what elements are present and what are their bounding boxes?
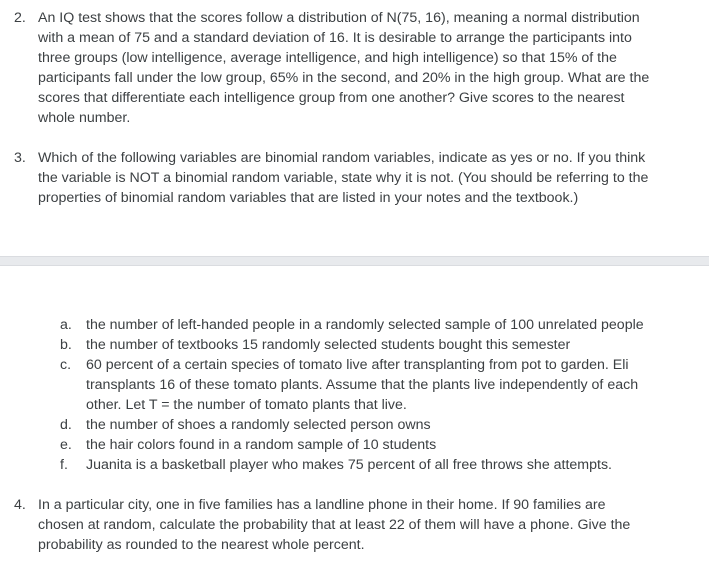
text-line: 60 percent of a certain species of tomato live after transplanting from pot to garden. Eli (86, 357, 629, 373)
question-number: 2. (14, 10, 26, 26)
list-label: c. (60, 357, 72, 373)
list-label: f. (60, 457, 68, 473)
list-text (86, 415, 686, 435)
text-line: transplants 16 of these tomato plants. Assume that the plants live independently of each (86, 377, 639, 393)
text-line: the number of textbooks 15 randomly selected students bought this semester (86, 337, 571, 353)
text-line: scores that differentiate each intelligence group from one another? Give scores to the nearest (38, 90, 625, 106)
list-label: a. (60, 317, 72, 333)
list-label: b. (60, 337, 72, 353)
list-text (86, 335, 686, 355)
page-break (0, 256, 709, 266)
text-line: the number of shoes a randomly selected person owns (86, 417, 431, 433)
text-line: In a particular city, one in five families has a landline phone in their home. If 90 families are (38, 497, 606, 513)
list-text (86, 435, 686, 455)
question-number: 3. (14, 150, 26, 166)
text-line: probability as rounded to the nearest whole percent. (38, 537, 365, 553)
text-line: An IQ test shows that the scores follow a distribution of N(75, 16), meaning a normal distribution (38, 10, 640, 26)
list-text (86, 315, 686, 335)
list-text (86, 355, 686, 415)
text-line: participants fall under the low group, 65% in the second, and 20% in the high group. What are the (38, 70, 650, 86)
text-line: Which of the following variables are binomial random variables, indicate as yes or no. If you think (38, 150, 646, 166)
question-text (38, 8, 678, 128)
question-number: 4. (14, 497, 26, 513)
text-line: with a mean of 75 and a standard deviation of 16. It is desirable to arrange the participants into (38, 30, 632, 46)
text-line: chosen at random, calculate the probability that at least 22 of them will have a phone. Give the (38, 517, 631, 533)
list-text (86, 455, 686, 475)
text-line: other. Let T = the number of tomato plants that live. (86, 397, 407, 413)
text-line: three groups (low intelligence, average intelligence, and high intelligence) so that 15% of the (38, 50, 617, 66)
text-line: the hair colors found in a random sample of 10 students (86, 437, 437, 453)
question-text (38, 148, 678, 208)
list-label: e. (60, 437, 72, 453)
list-label: d. (60, 417, 72, 433)
text-line: whole number. (38, 110, 131, 126)
question-text (38, 495, 678, 555)
text-line: Juanita is a basketball player who makes 75 percent of all free throws she attempts. (86, 457, 612, 473)
text-line: the number of left-handed people in a randomly selected sample of 100 unrelated people (86, 317, 644, 333)
text-line: the variable is NOT a binomial random variable, state why it is not. (You should be referring to the (38, 170, 649, 186)
text-line: properties of binomial random variables that are listed in your notes and the textbook.) (38, 190, 579, 206)
